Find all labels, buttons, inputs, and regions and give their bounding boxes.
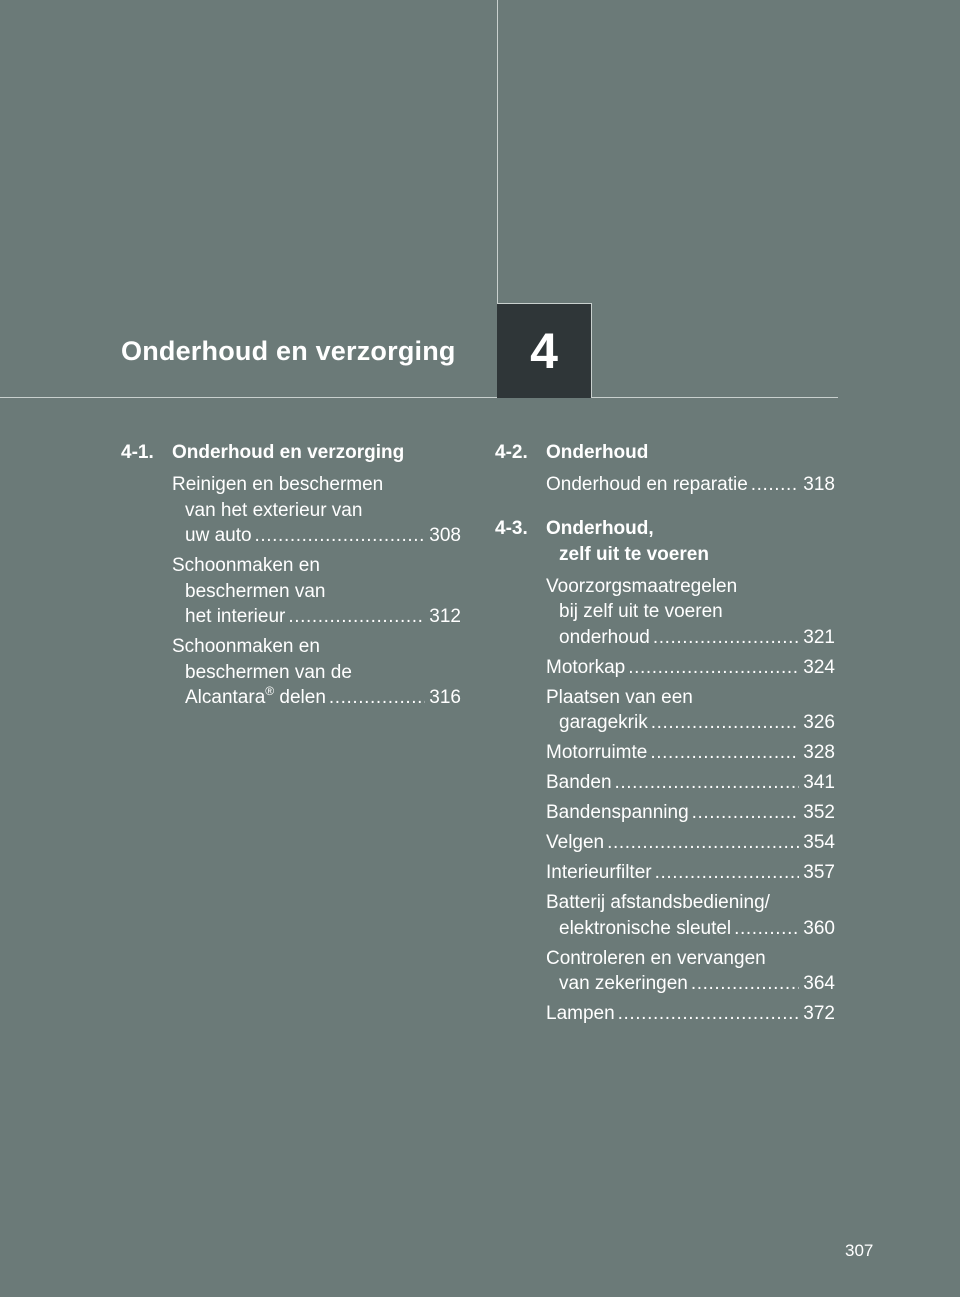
section-title-line: zelf uit te voeren [559, 543, 709, 565]
section-title: Onderhoud en verzorging [172, 442, 405, 463]
entry-page-number: 318 [803, 474, 835, 495]
dot-leader [288, 604, 425, 630]
entry-text: onderhoud [559, 626, 650, 648]
chapter-title: Onderhoud en verzorging [121, 336, 456, 366]
chapter-number: 4 [530, 323, 558, 379]
section-title [546, 516, 835, 568]
dot-leader [651, 710, 800, 736]
entry-line: Voorzorgsmaatregelen [546, 575, 738, 597]
entry-page-number: 312 [429, 606, 461, 627]
section-number: 4-3. [495, 517, 528, 539]
toc-section-4-2 [495, 440, 835, 498]
toc-entry[interactable] [495, 946, 835, 997]
section-number: 4-2. [495, 442, 528, 463]
toc-right-column [495, 440, 835, 1045]
entry-leader-line [546, 740, 835, 766]
section-title: Onderhoud [546, 442, 649, 463]
entry-page-number: 364 [803, 973, 835, 994]
section-number: 4-1. [121, 442, 154, 463]
dot-leader [751, 472, 800, 498]
entry-text: Motorruimte [546, 742, 648, 763]
entry-leader-line [172, 523, 461, 549]
entry-page-number: 354 [803, 832, 835, 853]
entry-text: Motorkap [546, 656, 626, 678]
page-number: 307 [845, 1241, 874, 1260]
entry-text-tail: delen [274, 687, 326, 708]
entry-leader-line [546, 916, 835, 942]
entry-line: Schoonmaken en [172, 555, 320, 576]
entry-leader-line [546, 625, 835, 651]
entry-text: garagekrik [559, 712, 648, 733]
entry-leader-line [546, 860, 835, 886]
entry-line: bij zelf uit te voeren [559, 601, 723, 622]
toc-entry[interactable] [121, 472, 461, 549]
toc-entry[interactable] [495, 472, 835, 498]
entry-leader-line [172, 685, 461, 711]
section-heading [495, 440, 835, 466]
dot-leader [734, 916, 799, 942]
dot-leader [628, 655, 799, 681]
entry-page-number: 357 [803, 862, 835, 883]
entry-text: uw auto [185, 525, 252, 546]
entry-leader-line [546, 971, 835, 997]
toc-entry[interactable] [121, 634, 461, 711]
toc-entry[interactable] [495, 770, 835, 796]
dot-leader [607, 830, 799, 856]
dot-leader [618, 1001, 800, 1027]
entry-page-number: 326 [803, 712, 835, 733]
entry-leader-line [546, 655, 835, 681]
section-heading [121, 440, 461, 466]
toc-entry[interactable] [495, 685, 835, 736]
toc-entry[interactable] [495, 740, 835, 766]
chapter-number-box [497, 303, 592, 398]
entry-leader-line [546, 1001, 835, 1027]
toc-entry[interactable] [495, 860, 835, 886]
entry-text [185, 685, 326, 711]
entry-page-number: 308 [429, 525, 461, 546]
entry-line: Plaatsen van een [546, 686, 693, 708]
dot-leader [650, 740, 799, 766]
section-title-line: Onderhoud, [546, 517, 654, 539]
entry-leader-line [546, 800, 835, 826]
entry-line: Schoonmaken en [172, 636, 320, 657]
entry-line: Reinigen en beschermen [172, 474, 384, 495]
entry-page-number: 372 [803, 1003, 835, 1024]
entry-leader-line [546, 770, 835, 796]
entry-page-number: 341 [803, 772, 835, 793]
entry-line: Batterij afstandsbediening/ [546, 892, 770, 913]
toc-entry[interactable] [121, 553, 461, 630]
dot-leader [691, 971, 799, 997]
dot-leader [615, 770, 800, 796]
entry-line: beschermen van [185, 580, 326, 602]
toc-entry[interactable] [495, 1001, 835, 1027]
toc-section-4-3 [495, 516, 835, 1027]
toc-entry[interactable] [495, 574, 835, 651]
entry-page-number: 328 [803, 742, 835, 763]
entry-text-main: Alcantara [185, 687, 266, 708]
dot-leader [655, 860, 800, 886]
toc-entry[interactable] [495, 830, 835, 856]
entry-text: Velgen [546, 832, 605, 853]
toc-left-column [121, 440, 461, 729]
entry-leader-line [546, 472, 835, 498]
entry-text: Onderhoud en reparatie [546, 474, 748, 495]
dot-leader [255, 523, 426, 549]
header-rule [0, 397, 838, 398]
dot-leader [692, 800, 800, 826]
entry-text: Bandenspanning [546, 802, 689, 823]
entry-line: Controleren en vervangen [546, 947, 766, 969]
entry-page-number: 316 [429, 687, 461, 708]
dot-leader [653, 625, 799, 651]
toc-entry[interactable] [495, 890, 835, 941]
toc-entry[interactable] [495, 655, 835, 681]
entry-page-number: 324 [803, 656, 835, 678]
entry-text: elektronische sleutel [559, 917, 732, 939]
entry-leader-line [172, 604, 461, 630]
dot-leader [329, 685, 425, 711]
section-heading [495, 516, 835, 568]
entry-page-number: 360 [803, 917, 835, 939]
entry-leader-line [546, 710, 835, 736]
entry-text: Interieurfilter [546, 862, 652, 883]
entry-line: beschermen van de [185, 661, 352, 683]
registered-mark: ® [265, 684, 275, 698]
entry-page-number: 352 [803, 802, 835, 823]
entry-text: het interieur [185, 606, 286, 627]
entry-text: Banden [546, 772, 612, 793]
entry-leader-line [546, 830, 835, 856]
entry-line: van het exterieur van [185, 499, 363, 521]
entry-text: van zekeringen [559, 973, 688, 994]
toc-entry[interactable] [495, 800, 835, 826]
entry-page-number: 321 [803, 626, 835, 648]
entry-text: Lampen [546, 1003, 615, 1024]
toc-section-4-1 [121, 440, 461, 711]
